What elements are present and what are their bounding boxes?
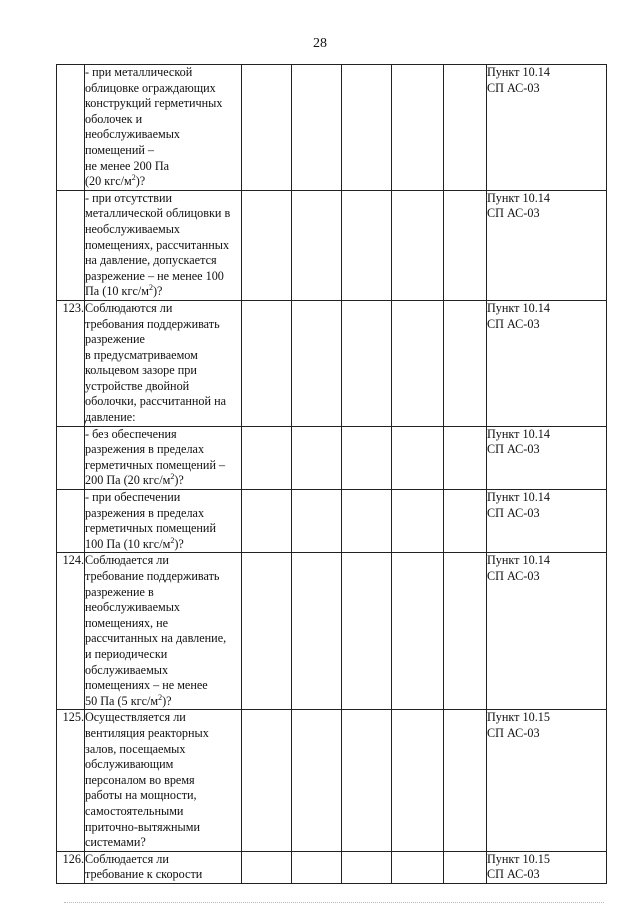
answer-cell bbox=[392, 490, 444, 553]
answer-cell bbox=[242, 851, 292, 883]
answer-cell bbox=[392, 710, 444, 851]
answer-cell bbox=[242, 710, 292, 851]
requirement-question bbox=[85, 553, 242, 710]
question-text: Осуществляется ли вентиляция реакторных залов, посещаемых обслуживающим персоналом во время работы на мощности, самостоятельными приточно-вытяжными системами? bbox=[85, 710, 209, 850]
answer-cell bbox=[292, 710, 342, 851]
question-text: Соблюдается ли требование поддерживать разрежение в необслуживаемых помещениях, не рассчитанных на давление, и периодически обслуживаемых помещениях – не менее 50 Па (5 кгс/м bbox=[85, 553, 227, 708]
answer-cell bbox=[342, 490, 392, 553]
item-number bbox=[57, 490, 85, 553]
answer-cell bbox=[444, 190, 487, 300]
question-text-end: )? bbox=[135, 174, 146, 189]
answer-cell bbox=[392, 300, 444, 426]
regulation-reference: Пункт 10.14 СП АС-03 bbox=[487, 190, 607, 300]
unit-superscript: 2 bbox=[170, 535, 175, 545]
requirement-question bbox=[85, 851, 242, 883]
table-row bbox=[57, 300, 607, 426]
table-row bbox=[57, 426, 607, 489]
table-row bbox=[57, 190, 607, 300]
answer-cell bbox=[392, 190, 444, 300]
regulation-reference: Пункт 10.14 СП АС-03 bbox=[487, 490, 607, 553]
requirement-question bbox=[85, 490, 242, 553]
question-text-end: )? bbox=[162, 693, 172, 708]
answer-cell bbox=[444, 65, 487, 191]
item-number bbox=[57, 426, 85, 489]
answer-cell bbox=[292, 851, 342, 883]
answer-cell bbox=[292, 65, 342, 191]
requirement-question bbox=[85, 65, 242, 191]
regulation-reference: Пункт 10.14 СП АС-03 bbox=[487, 300, 607, 426]
item-number: 123. bbox=[57, 300, 85, 426]
answer-cell bbox=[242, 190, 292, 300]
regulation-reference: Пункт 10.14 СП АС-03 bbox=[487, 65, 607, 191]
table-row bbox=[57, 851, 607, 883]
item-number bbox=[57, 190, 85, 300]
table-row bbox=[57, 553, 607, 710]
answer-cell bbox=[242, 426, 292, 489]
table-row bbox=[57, 65, 607, 191]
question-text: - без обеспечения разрежения в пределах герметичных помещений – 200 Па (20 кгс/м bbox=[85, 426, 226, 488]
answer-cell bbox=[392, 553, 444, 710]
answer-cell bbox=[242, 553, 292, 710]
question-text-end: )? bbox=[174, 473, 184, 488]
question-text: - при металлической облицовке ограждающих конструкций герметичных оболочек и необслуживаемых помещений – не менее 200 Па (20 кгс/м bbox=[85, 65, 223, 189]
question-text: - при обеспечении разрежения в пределах герметичных помещений 100 Па (10 кгс/м bbox=[85, 490, 216, 551]
question-text: Соблюдаются ли требования поддерживать разрежение в предусматриваемом кольцевом зазоре при устройстве двойной оболочки, рассчитанной на давление: bbox=[85, 300, 227, 425]
unit-superscript: 2 bbox=[158, 692, 163, 702]
answer-cell bbox=[444, 851, 487, 883]
answer-cell bbox=[342, 190, 392, 300]
requirement-question bbox=[85, 426, 242, 489]
answer-cell bbox=[342, 851, 392, 883]
unit-superscript: 2 bbox=[148, 283, 153, 293]
answer-cell bbox=[444, 710, 487, 851]
answer-cell bbox=[292, 300, 342, 426]
answer-cell bbox=[242, 490, 292, 553]
requirement-question bbox=[85, 300, 242, 426]
answer-cell bbox=[292, 490, 342, 553]
table-row bbox=[57, 490, 607, 553]
answer-cell bbox=[392, 65, 444, 191]
answer-cell bbox=[292, 190, 342, 300]
answer-cell bbox=[242, 65, 292, 191]
page-number: 28 bbox=[313, 36, 327, 51]
answer-cell bbox=[342, 65, 392, 191]
answer-cell bbox=[392, 851, 444, 883]
table-row bbox=[57, 710, 607, 851]
answer-cell bbox=[392, 426, 444, 489]
answer-cell bbox=[444, 426, 487, 489]
answer-cell bbox=[242, 300, 292, 426]
item-number: 126. bbox=[57, 851, 85, 883]
answer-cell bbox=[444, 553, 487, 710]
answer-cell bbox=[342, 710, 392, 851]
regulation-reference: Пункт 10.15 СП АС-03 bbox=[487, 851, 607, 883]
question-text: - при отсутствии металлической облицовки в необслуживаемых помещениях, рассчитанных на давление, допускается разрежение – не менее 100 Па (10 кгс/м bbox=[85, 190, 231, 299]
item-number: 125. bbox=[57, 710, 85, 851]
question-text-end: )? bbox=[152, 284, 163, 299]
requirement-question bbox=[85, 190, 242, 300]
question-text-end: )? bbox=[174, 536, 184, 551]
answer-cell bbox=[444, 490, 487, 553]
answer-cell bbox=[342, 426, 392, 489]
answer-cell bbox=[292, 553, 342, 710]
answer-cell bbox=[444, 300, 487, 426]
unit-superscript: 2 bbox=[131, 173, 136, 183]
page-bottom-edge bbox=[64, 902, 604, 903]
item-number bbox=[57, 65, 85, 191]
regulation-reference: Пункт 10.14 СП АС-03 bbox=[487, 553, 607, 710]
item-number: 124. bbox=[57, 553, 85, 710]
unit-superscript: 2 bbox=[170, 472, 175, 482]
requirement-question bbox=[85, 710, 242, 851]
answer-cell bbox=[292, 426, 342, 489]
question-text: Соблюдается ли требование к скорости bbox=[85, 851, 203, 882]
checklist-table bbox=[56, 64, 607, 884]
answer-cell bbox=[342, 553, 392, 710]
regulation-reference: Пункт 10.15 СП АС-03 bbox=[487, 710, 607, 851]
answer-cell bbox=[342, 300, 392, 426]
regulation-reference: Пункт 10.14 СП АС-03 bbox=[487, 426, 607, 489]
